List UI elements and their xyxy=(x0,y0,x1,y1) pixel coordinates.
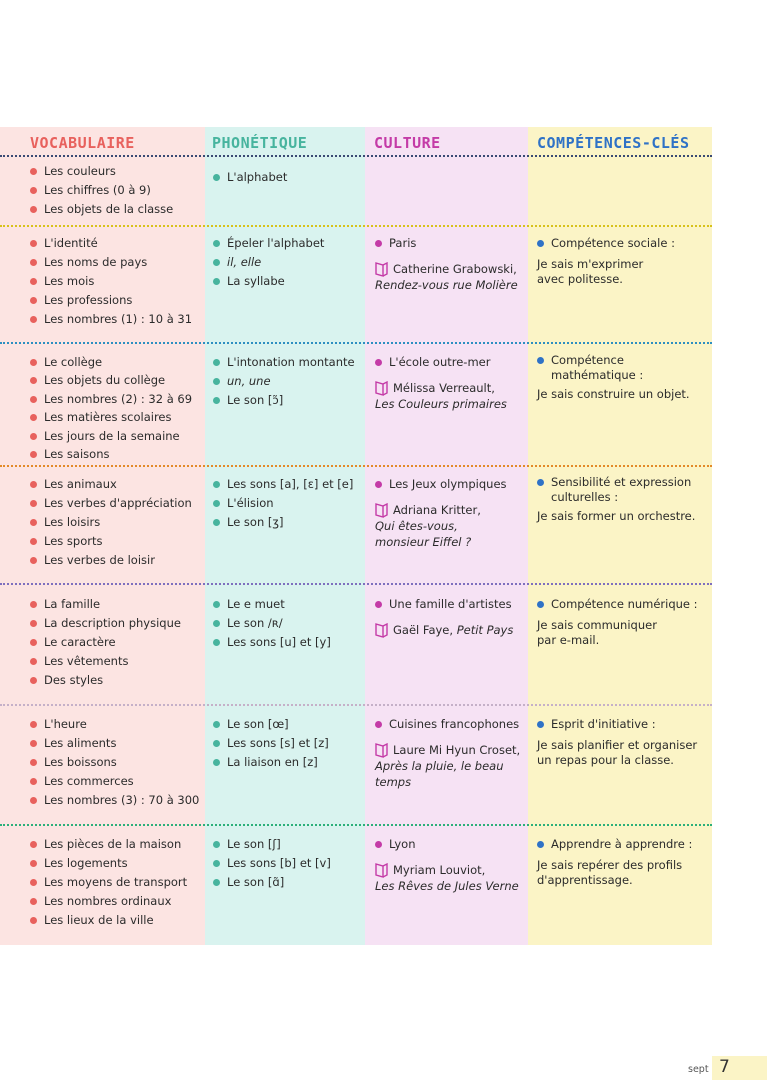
book-icon xyxy=(375,743,388,758)
bullet-dot xyxy=(375,240,382,247)
list-item: Le son /ʀ/ xyxy=(213,614,363,633)
list-item: Les objets de la classe xyxy=(30,200,205,219)
book-icon xyxy=(375,503,388,518)
comp-description: Je sais construire un objet. xyxy=(537,387,690,401)
vocab-cell xyxy=(30,595,205,690)
list-item: Compétence numérique : xyxy=(537,595,709,614)
list-item: Les sons [a], [ɛ] et [e] xyxy=(213,475,363,494)
list-item: Le son [ʃ] xyxy=(213,835,363,854)
list-item: Les verbes d'appréciation xyxy=(30,494,205,513)
list-item: Les moyens de transport xyxy=(30,873,205,892)
page-number-box xyxy=(712,1056,767,1080)
list-item: Épeler l'alphabet xyxy=(213,234,363,253)
bullet-dot xyxy=(30,396,37,403)
comp-description: Je sais planifier et organiser un repas pour la classe. xyxy=(537,738,698,767)
list-item: Le son [œ] xyxy=(213,715,363,734)
list-item: Les sons [s] et [z] xyxy=(213,734,363,753)
list-item: Les nombres (3) : 70 à 300 xyxy=(30,791,205,810)
vocab-cell xyxy=(30,234,205,329)
list-item: Les matières scolaires xyxy=(30,408,205,426)
list-item: Les logements xyxy=(30,854,205,873)
bullet-dot xyxy=(537,357,544,364)
row-divider xyxy=(0,824,712,826)
vocab-cell xyxy=(30,715,205,810)
list-item: Les chiffres (0 à 9) xyxy=(30,181,205,200)
list-item: La syllabe xyxy=(213,272,363,291)
phon-cell xyxy=(213,475,363,532)
bullet-dot xyxy=(213,259,220,266)
comp-cell xyxy=(537,353,709,402)
book-reference xyxy=(375,862,525,894)
bullet-dot xyxy=(537,479,544,486)
list-item: un, une xyxy=(213,372,363,391)
comp-cell xyxy=(537,475,709,524)
book-icon xyxy=(375,262,388,277)
bullet-dot xyxy=(30,519,37,526)
list-item: Les nombres ordinaux xyxy=(30,892,205,911)
bullet-dot xyxy=(213,860,220,867)
bullet-dot xyxy=(30,620,37,627)
culture-cell xyxy=(375,234,525,293)
list-item: L'heure xyxy=(30,715,205,734)
bullet-dot xyxy=(30,278,37,285)
vocab-cell xyxy=(30,162,205,219)
bullet-dot xyxy=(213,841,220,848)
list-item: Des styles xyxy=(30,671,205,690)
comp-cell xyxy=(537,234,709,287)
bullet-dot xyxy=(30,414,37,421)
bullet-dot xyxy=(30,316,37,323)
list-item: Le son [ʒ] xyxy=(213,513,363,532)
bullet-dot xyxy=(375,721,382,728)
bullet-dot xyxy=(30,259,37,266)
list-item: Les sons [u] et [y] xyxy=(213,633,363,652)
book-icon xyxy=(375,623,388,638)
list-item: Les noms de pays xyxy=(30,253,205,272)
list-item: L'élision xyxy=(213,494,363,513)
book-icon xyxy=(375,863,388,878)
list-item: L'alphabet xyxy=(213,168,363,187)
bullet-dot xyxy=(375,841,382,848)
bullet-dot xyxy=(30,860,37,867)
bullet-dot xyxy=(213,620,220,627)
bullet-dot xyxy=(213,721,220,728)
list-item: La famille xyxy=(30,595,205,614)
list-item: Sensibilité et expression culturelles : xyxy=(537,475,709,505)
book-reference xyxy=(375,742,525,790)
culture-cell xyxy=(375,353,525,412)
bullet-dot xyxy=(30,297,37,304)
culture-cell xyxy=(375,475,525,550)
row-divider xyxy=(0,342,712,344)
bullet-dot xyxy=(375,481,382,488)
bullet-dot xyxy=(375,359,382,366)
bullet-dot xyxy=(30,797,37,804)
book-reference xyxy=(375,502,525,550)
book-author: Adriana Kritter, xyxy=(393,503,481,517)
phon-cell xyxy=(213,595,363,652)
list-item: Paris xyxy=(375,234,525,253)
bullet-dot xyxy=(30,187,37,194)
bullet-dot xyxy=(30,206,37,213)
vocab-cell xyxy=(30,353,205,463)
list-item: Les Jeux olympiques xyxy=(375,475,525,494)
page-number: 7 xyxy=(719,1057,730,1077)
header-competences: COMPÉTENCES-CLÉS xyxy=(537,134,690,152)
bullet-dot xyxy=(30,240,37,247)
bullet-dot xyxy=(213,359,220,366)
bullet-dot xyxy=(213,601,220,608)
bullet-dot xyxy=(30,557,37,564)
book-author: Gaël Faye, xyxy=(393,623,454,637)
list-item: Apprendre à apprendre : xyxy=(537,835,709,854)
bullet-dot xyxy=(30,841,37,848)
list-item: Les verbes de loisir xyxy=(30,551,205,570)
bullet-dot xyxy=(30,721,37,728)
row-divider xyxy=(0,583,712,585)
page-footer xyxy=(0,1056,767,1080)
book-reference xyxy=(375,261,525,293)
bullet-dot xyxy=(30,601,37,608)
bullet-dot xyxy=(213,174,220,181)
bullet-dot xyxy=(537,721,544,728)
vocab-cell xyxy=(30,835,205,930)
book-title: Rendez-vous rue Molière xyxy=(375,278,518,292)
list-item: Les commerces xyxy=(30,772,205,791)
page-number-word: sept xyxy=(688,1064,709,1075)
list-item: Les mois xyxy=(30,272,205,291)
book-title: Les Rêves de Jules Verne xyxy=(375,879,519,893)
bullet-dot xyxy=(537,601,544,608)
bullet-dot xyxy=(213,519,220,526)
list-item: Le son [ɑ̃] xyxy=(213,873,363,892)
bullet-dot xyxy=(30,500,37,507)
row-divider xyxy=(0,155,712,157)
list-item: Lyon xyxy=(375,835,525,854)
book-author: Laure Mi Hyun Croset, xyxy=(393,743,521,757)
list-item: Les aliments xyxy=(30,734,205,753)
bullet-dot xyxy=(30,740,37,747)
bullet-dot xyxy=(30,538,37,545)
list-item: Les professions xyxy=(30,291,205,310)
row-divider xyxy=(0,465,712,467)
list-item: Les jours de la semaine xyxy=(30,427,205,445)
comp-description: Je sais former un orchestre. xyxy=(537,509,696,523)
bullet-dot xyxy=(30,377,37,384)
bullet-dot xyxy=(30,917,37,924)
bullet-dot xyxy=(30,433,37,440)
list-item: il, elle xyxy=(213,253,363,272)
bullet-dot xyxy=(213,879,220,886)
book-reference xyxy=(375,380,525,412)
list-item: Compétence mathématique : xyxy=(537,353,661,383)
bullet-dot xyxy=(213,481,220,488)
phon-cell xyxy=(213,234,363,291)
list-item: Les saisons xyxy=(30,445,205,463)
header-culture: CULTURE xyxy=(374,134,441,152)
book-title: Qui êtes-vous, monsieur Eiffel ? xyxy=(375,519,472,549)
culture-cell xyxy=(375,715,525,790)
book-title: Les Couleurs primaires xyxy=(375,397,507,411)
bullet-dot xyxy=(30,898,37,905)
list-item: Les sons [b] et [v] xyxy=(213,854,363,873)
bullet-dot xyxy=(30,658,37,665)
bullet-dot xyxy=(537,841,544,848)
list-item: Compétence sociale : xyxy=(537,234,709,253)
list-item: Les sports xyxy=(30,532,205,551)
phon-cell xyxy=(213,168,363,187)
list-item: Les nombres (2) : 32 à 69 xyxy=(30,390,205,408)
bullet-dot xyxy=(213,759,220,766)
header-phonetique: PHONÉTIQUE xyxy=(212,134,308,152)
list-item: Cuisines francophones xyxy=(375,715,525,734)
bullet-dot xyxy=(30,639,37,646)
list-item: L'intonation montante xyxy=(213,353,363,372)
list-item: Le caractère xyxy=(30,633,205,652)
culture-cell xyxy=(375,595,525,638)
bullet-dot xyxy=(537,240,544,247)
bullet-dot xyxy=(213,740,220,747)
bullet-dot xyxy=(213,240,220,247)
list-item: La liaison en [z] xyxy=(213,753,363,772)
book-author: Catherine Grabowski, xyxy=(393,262,517,276)
list-item: Esprit d'initiative : xyxy=(537,715,709,734)
comp-cell xyxy=(537,835,709,888)
comp-description: Je sais repérer des profils d'apprentissage. xyxy=(537,858,683,887)
list-item: Les boissons xyxy=(30,753,205,772)
list-item: Les objets du collège xyxy=(30,371,205,389)
list-item: Le son [ɔ̃] xyxy=(213,391,363,410)
comp-cell xyxy=(537,595,709,648)
bullet-dot xyxy=(213,639,220,646)
bullet-dot xyxy=(213,278,220,285)
bullet-dot xyxy=(375,601,382,608)
phon-cell xyxy=(213,353,363,410)
list-item: Le e muet xyxy=(213,595,363,614)
culture-cell xyxy=(375,835,525,894)
list-item: Les lieux de la ville xyxy=(30,911,205,930)
bullet-dot xyxy=(30,677,37,684)
book-author: Myriam Louviot, xyxy=(393,863,486,877)
list-item: Le collège xyxy=(30,353,205,371)
list-item: Les pièces de la maison xyxy=(30,835,205,854)
list-item: Les couleurs xyxy=(30,162,205,181)
list-item: La description physique xyxy=(30,614,205,633)
book-title: Petit Pays xyxy=(456,623,514,637)
comp-description: Je sais m'exprimer avec politesse. xyxy=(537,257,644,286)
list-item: Les animaux xyxy=(30,475,205,494)
bullet-dot xyxy=(30,879,37,886)
bullet-dot xyxy=(30,481,37,488)
comp-description: Je sais communiquer par e-mail. xyxy=(537,618,657,647)
bullet-dot xyxy=(213,397,220,404)
book-author: Mélissa Verreault, xyxy=(393,381,495,395)
list-item: Les loisirs xyxy=(30,513,205,532)
row-divider xyxy=(0,704,712,706)
phon-cell xyxy=(213,715,363,772)
row-divider xyxy=(0,225,712,227)
table-header xyxy=(0,127,712,155)
vocab-cell xyxy=(30,475,205,570)
bullet-dot xyxy=(30,451,37,458)
bullet-dot xyxy=(30,778,37,785)
bullet-dot xyxy=(30,759,37,766)
list-item: Les vêtements xyxy=(30,652,205,671)
phon-cell xyxy=(213,835,363,892)
book-reference xyxy=(375,622,525,638)
book-icon xyxy=(375,381,388,396)
bullet-dot xyxy=(213,500,220,507)
list-item: L'identité xyxy=(30,234,205,253)
list-item: Les nombres (1) : 10 à 31 xyxy=(30,310,205,329)
bullet-dot xyxy=(30,168,37,175)
header-vocabulaire: VOCABULAIRE xyxy=(30,134,135,152)
book-title: Après la pluie, le beau temps xyxy=(375,759,504,789)
list-item: Une famille d'artistes xyxy=(375,595,525,614)
list-item: L'école outre-mer xyxy=(375,353,525,372)
comp-cell xyxy=(537,715,709,768)
bullet-dot xyxy=(213,378,220,385)
bullet-dot xyxy=(30,359,37,366)
